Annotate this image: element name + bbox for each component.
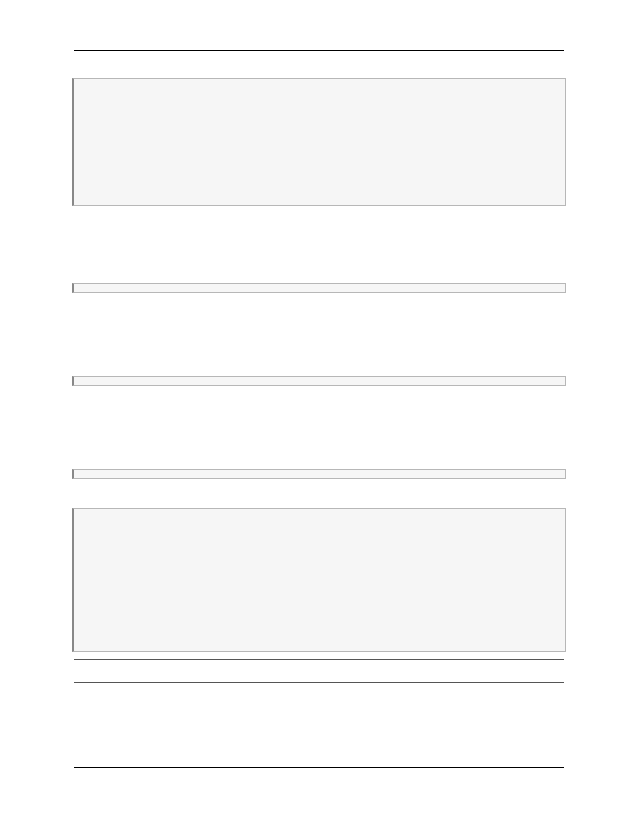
- ins-command-code: [72, 469, 566, 479]
- ellipsis-line: [77, 627, 562, 638]
- ellipsis-line: [77, 638, 562, 649]
- norun-command-code: [72, 376, 566, 386]
- output-separator: [77, 513, 562, 524]
- output-listing: [72, 508, 566, 652]
- ellipsis-line: [77, 616, 562, 627]
- output-separator: [77, 604, 562, 615]
- page-header: [74, 30, 564, 51]
- bytecode-listing: [72, 78, 566, 206]
- tip-admonition: [74, 659, 564, 683]
- page-footer: [74, 767, 564, 772]
- cgi-command-code: [72, 283, 566, 293]
